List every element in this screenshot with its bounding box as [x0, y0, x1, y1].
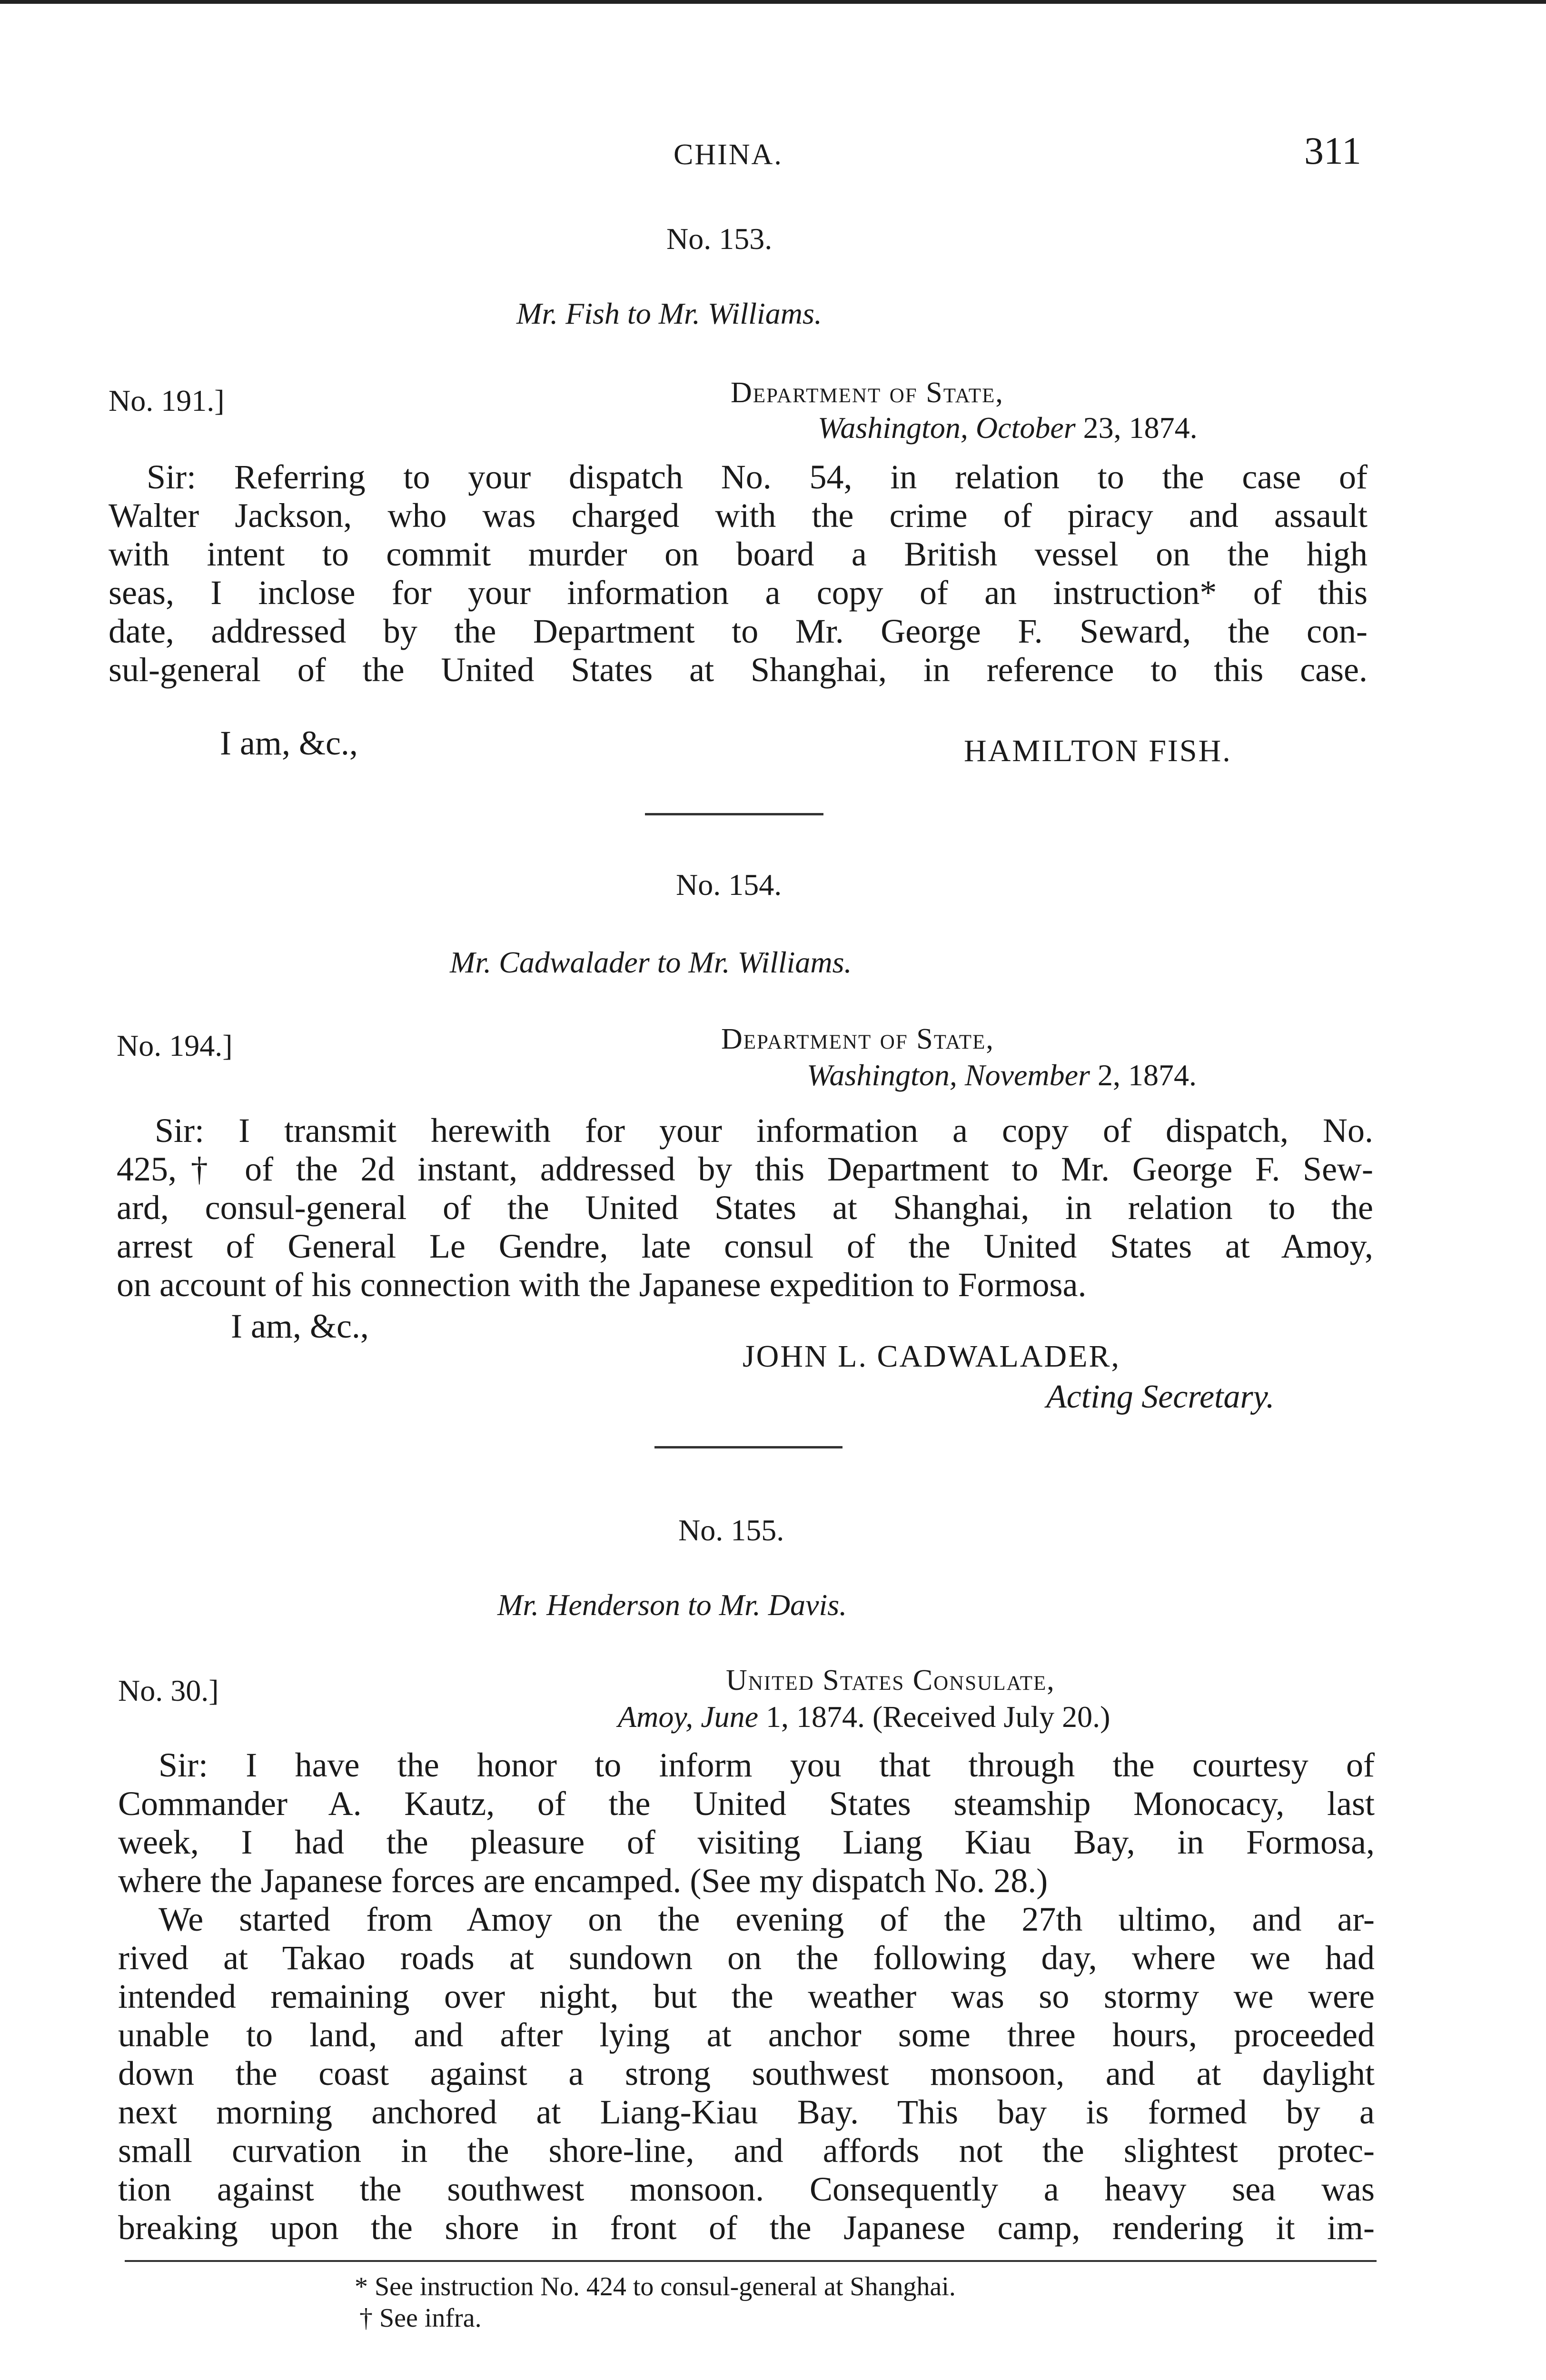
footnote-rule — [125, 2260, 1377, 2262]
running-head: CHINA. — [674, 139, 783, 171]
body-line: where the Japanese forces are encamped. (See my dispatch No. 28.) — [118, 1862, 1048, 1900]
dateline — [618, 1699, 1110, 1735]
body-line: ard, consul-general of the United States at Shanghai, in relation to the — [117, 1189, 1373, 1227]
body-line: sul-general of the United States at Shanghai, in reference to this case. — [109, 651, 1368, 689]
dispatch-ref: No. 191.] — [109, 384, 225, 417]
top-edge-rule — [0, 0, 1546, 4]
doc-number: No. 154. — [676, 868, 782, 902]
closing: I am, &c., — [220, 724, 358, 762]
letter-body — [117, 1111, 1373, 1304]
signature: JOHN L. CADWALADER, — [743, 1339, 1120, 1374]
body-line: down the coast against a strong southwest monsoon, and at daylight — [118, 2054, 1375, 2092]
body-line: We started from Amoy on the evening of the 27th ultimo, and ar- — [159, 1900, 1375, 1938]
dateline-place: Washington, October — [818, 411, 1076, 445]
body-line: week, I had the pleasure of visiting Liang Kiau Bay, in Formosa, — [118, 1823, 1375, 1861]
body-line: on account of his connection with the Japanese expedition to Formosa. — [117, 1266, 1087, 1304]
dateline-date: 1, 1874. (Received July 20.) — [766, 1700, 1110, 1734]
body-line: date, addressed by the Department to Mr. George F. Seward, the con- — [109, 612, 1368, 650]
letter-body — [109, 458, 1368, 689]
body-line: seas, I inclose for your information a copy of an instruction* of this — [109, 574, 1368, 612]
section-divider — [654, 1446, 842, 1448]
signature: HAMILTON FISH. — [964, 734, 1232, 768]
body-line: tion against the southwest monsoon. Consequently a heavy sea was — [118, 2170, 1375, 2208]
doc-number: No. 153. — [666, 222, 773, 256]
letter-body — [118, 1746, 1375, 2247]
sender-department: United States Consulate, — [726, 1664, 1055, 1696]
section-divider — [645, 813, 823, 815]
body-line: breaking upon the shore in front of the Japanese camp, rendering it im- — [118, 2209, 1375, 2247]
body-line: Sir: Referring to your dispatch No. 54, in relation to the case of — [147, 458, 1368, 496]
body-line: Walter Jackson, who was charged with the crime of piracy and assault — [109, 496, 1368, 535]
dateline-place: Amoy, June — [618, 1700, 758, 1734]
dispatch-ref: No. 30.] — [118, 1674, 219, 1707]
dispatch-ref: No. 194.] — [117, 1029, 233, 1062]
dateline-date: 23, 1874. — [1083, 411, 1198, 445]
body-line: intended remaining over night, but the weather was so stormy we were — [118, 1977, 1375, 2015]
closing: I am, &c., — [231, 1307, 369, 1345]
body-line: Sir: I transmit herewith for your information a copy of dispatch, No. — [155, 1111, 1373, 1150]
dateline — [807, 1058, 1197, 1093]
body-line: with intent to commit murder on board a British vessel on the high — [109, 535, 1368, 573]
doc-title: Mr. Henderson to Mr. Davis. — [497, 1588, 847, 1622]
doc-title: Mr. Cadwalader to Mr. Williams. — [450, 945, 852, 979]
sender-department: Department of State, — [731, 377, 1004, 409]
dateline — [818, 410, 1198, 446]
body-line: 425,† of the 2d instant, addressed by this Department to Mr. George F. Sew- — [117, 1150, 1373, 1188]
footnote: † See infra. — [359, 2303, 482, 2333]
body-line: next morning anchored at Liang-Kiau Bay. This bay is formed by a — [118, 2093, 1375, 2131]
doc-number: No. 155. — [678, 1513, 784, 1547]
page-number: 311 — [1304, 129, 1361, 172]
body-line: small curvation in the shore-line, and affords not the slightest protec- — [118, 2132, 1375, 2170]
dateline-date: 2, 1874. — [1097, 1058, 1197, 1092]
body-line: Sir: I have the honor to inform you that through the courtesy of — [159, 1746, 1375, 1784]
sender-department: Department of State, — [721, 1023, 994, 1055]
signature-title: Acting Secretary. — [1046, 1378, 1275, 1415]
body-line: unable to land, and after lying at anchor some three hours, proceeded — [118, 2016, 1375, 2054]
body-line: arrest of General Le Gendre, late consul of the United States at Amoy, — [117, 1227, 1373, 1265]
body-line: rived at Takao roads at sundown on the following day, where we had — [118, 1939, 1375, 1977]
doc-title: Mr. Fish to Mr. Williams. — [516, 297, 822, 330]
dateline-place: Washington, November — [807, 1058, 1090, 1092]
footnote: * See instruction No. 424 to consul-general at Shanghai. — [355, 2272, 956, 2301]
body-line: Commander A. Kautz, of the United States steamship Monocacy, last — [118, 1785, 1375, 1823]
